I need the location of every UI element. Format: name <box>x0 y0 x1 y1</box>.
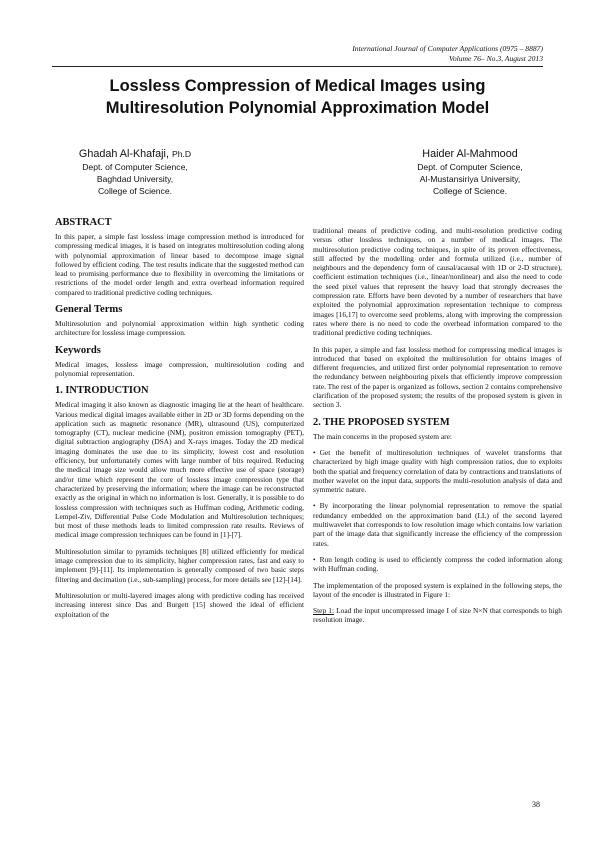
journal-header <box>352 44 543 64</box>
journal-volume: Volume 76– No.3, August 2013 <box>449 54 543 63</box>
right-column <box>313 226 562 632</box>
author-university: Al-Mustansiriya University, <box>419 174 521 184</box>
proposed-system-heading: 2. THE PROPOSED SYSTEM <box>313 416 450 428</box>
concerns-list <box>313 448 562 574</box>
author-dept: Dept. of Computer Science, <box>82 162 188 172</box>
journal-name: International Journal of Computer Applications (0975 – 8887) <box>352 44 543 53</box>
abstract-text: In this paper, a simple fast lossless image compression method is introduced for compressing medical images, it is based on integrates multiresolution coding along with polynomial approximation of linear based to decompose image signal followed by efficient coding. The test results indicate that the suggested method can lead to promising performance due to flexibility in overcoming the limitations or restrictions of the model order length and extra overhead information required compared to traditional predictive coding techniques. <box>55 232 304 297</box>
list-item: • By incorporating the linear polynomial representation to remove the spatial redundancy embedded on the approximation band (LL) of the second layered multiwavelet that corresponds to low resolution image which contains low variation part of the image data that significantly increase the efficiency of the compression rates. <box>313 501 562 548</box>
bullet-icon: • <box>313 501 316 511</box>
intro-paragraph-4: traditional means of predictive coding, and multi-resolution predictive coding versus other lossless techniques, on a number of medical images. The multiresolution predictive coding techniques, in spite of its proven effectiveness, still affected by the modelling order and formula utilized (i.e., number of neighbours and the dependency form of causal/acausal with 1D or 2-D structure), coefficient estimation techniques (i.e., linear/nonlinear) and also the need to code the seed pixel values that represent the heavy load that strongly decreases the compression rate. Efforts have been devoted by a number of researchers that have exploited the polynomial approximation representation technique to compress images [16,17] to overcome seed problems, along with improving the compression rates where there is no need to code the overhead information compared to the traditional predictive coding techniques. <box>313 226 562 338</box>
list-item: • Get the benefit of multiresolution techniques of wavelet transforms that characterized by high image quality with high compression ratios, due to exploits both the spatial and frequency correlation of data by contractions and translations of mother wavelet on the input data, supports the multi-resolution analysis of data and symmetric nature. <box>313 447 562 495</box>
introduction-heading: 1. INTRODUCTION <box>55 385 149 397</box>
author-university: Baghdad University, <box>96 174 174 184</box>
page-number: 38 <box>532 800 540 809</box>
author-block-1 <box>40 147 230 197</box>
proposed-intro: The main concerns in the proposed system are: <box>313 431 452 441</box>
keywords-text: Medical images, lossless image compression, multiresolution coding and polynomial representation. <box>55 359 304 378</box>
step-1-text: Load the input uncompressed image I of size N×N that corresponds to high resolution image. <box>313 606 562 625</box>
bullet-icon: • <box>313 447 316 457</box>
abstract-heading: ABSTRACT <box>55 217 112 228</box>
title-line-1: Lossless Compression of Medical Images using <box>109 77 486 95</box>
author-college: College of Science. <box>432 186 508 196</box>
paper-title <box>60 75 535 119</box>
step-1-label: Step 1: <box>313 606 335 616</box>
general-terms-heading: General Terms <box>55 304 123 316</box>
keywords-heading: Keywords <box>55 344 101 356</box>
intro-paragraph-2: Multiresolution similar to pyramids techniques [8] utilized efficiently for medical image compression due to its simplicity, higher compression rates, fast and easy to implement [9]-[11]. Its implementation is generally composed of two basic steps filtering and decimation (i.e., sub-sampling) process, for more details see [12]-[14]. <box>55 546 304 584</box>
implementation-paragraph: The implementation of the proposed system is explained in the following steps, the layout of the encoder is illustrated in Figure 1: <box>313 580 562 599</box>
list-item: • Run length coding is used to efficiently compress the coded information along with Huffman coding. <box>313 554 562 574</box>
step-1 <box>313 606 562 625</box>
header-rule <box>52 66 543 67</box>
title-line-2: Multiresolution Polynomial Approximation Model <box>105 99 490 117</box>
author-name: Ghadah Al-Khafaji, Ph.D <box>78 148 192 160</box>
author-name: Haider Al-Mahmood <box>422 148 518 160</box>
bullet-icon: • <box>313 554 316 564</box>
author-block-2 <box>380 147 560 197</box>
intro-paragraph-3: Multiresolution or multi-layered images along with predictive coding has received increasing interest since Das and Burgett [15] showed the ideal of efficient exploitation of the <box>55 590 304 619</box>
intro-paragraph-5: In this paper, a simple and fast lossless method for compressing medical images is introduced that based on exploited the multiresolution for obtains images of different frequencies, and utilized first order polynomial representation to remove the redundancy between neighbouring pixels that efficiently improve compression rate. The rest of the paper is organized as follows, section 2 contains comprehensive clarification of the proposed system; the results of the proposed system is given in section 3. <box>313 344 562 410</box>
left-column <box>55 213 304 626</box>
author-dept: Dept. of Computer Science, <box>417 162 523 172</box>
author-degree: Ph.D <box>171 149 192 159</box>
intro-paragraph-1: Medical imaging it also known as diagnostic imaging lie at the heart of healthcare. Various medical digital images available either in 2D or 3D forms depending on the application such as magnetic resonance (MR), ultrasound (US), computerized tomography (CT), nuclear medicine (NM), positron emission tomography (PET), digital subtraction angiography (DSA) and X-rays images. Today the 2D medical imaging dominates the use due to its simplicity, lowest cost and resolution efficiency, but unfortunately comes with large number of bits required. Reducing the medical image size would allow much more effective use of space (storage) and/or time which represent the core of lossless image compression type that characterized by preserving the information; where the image can be reconstructed exactly as the original in which no information is lost. Generally, it is possible to do lossless compression with techniques such as Huffman coding, Arithmetic coding, Lempel-Ziv, Differential Pulse Code Modulation and Multiresolution techniques; but most of these methods leads to limited compression rate results. Reviews of medical image compression techniques can be found in [1]-[7]. <box>55 400 304 540</box>
general-terms-text: Multiresolution and polynomial approximation within high synthetic coding architecture for lossless image compression. <box>55 319 304 338</box>
author-college: College of Science. <box>97 186 173 196</box>
